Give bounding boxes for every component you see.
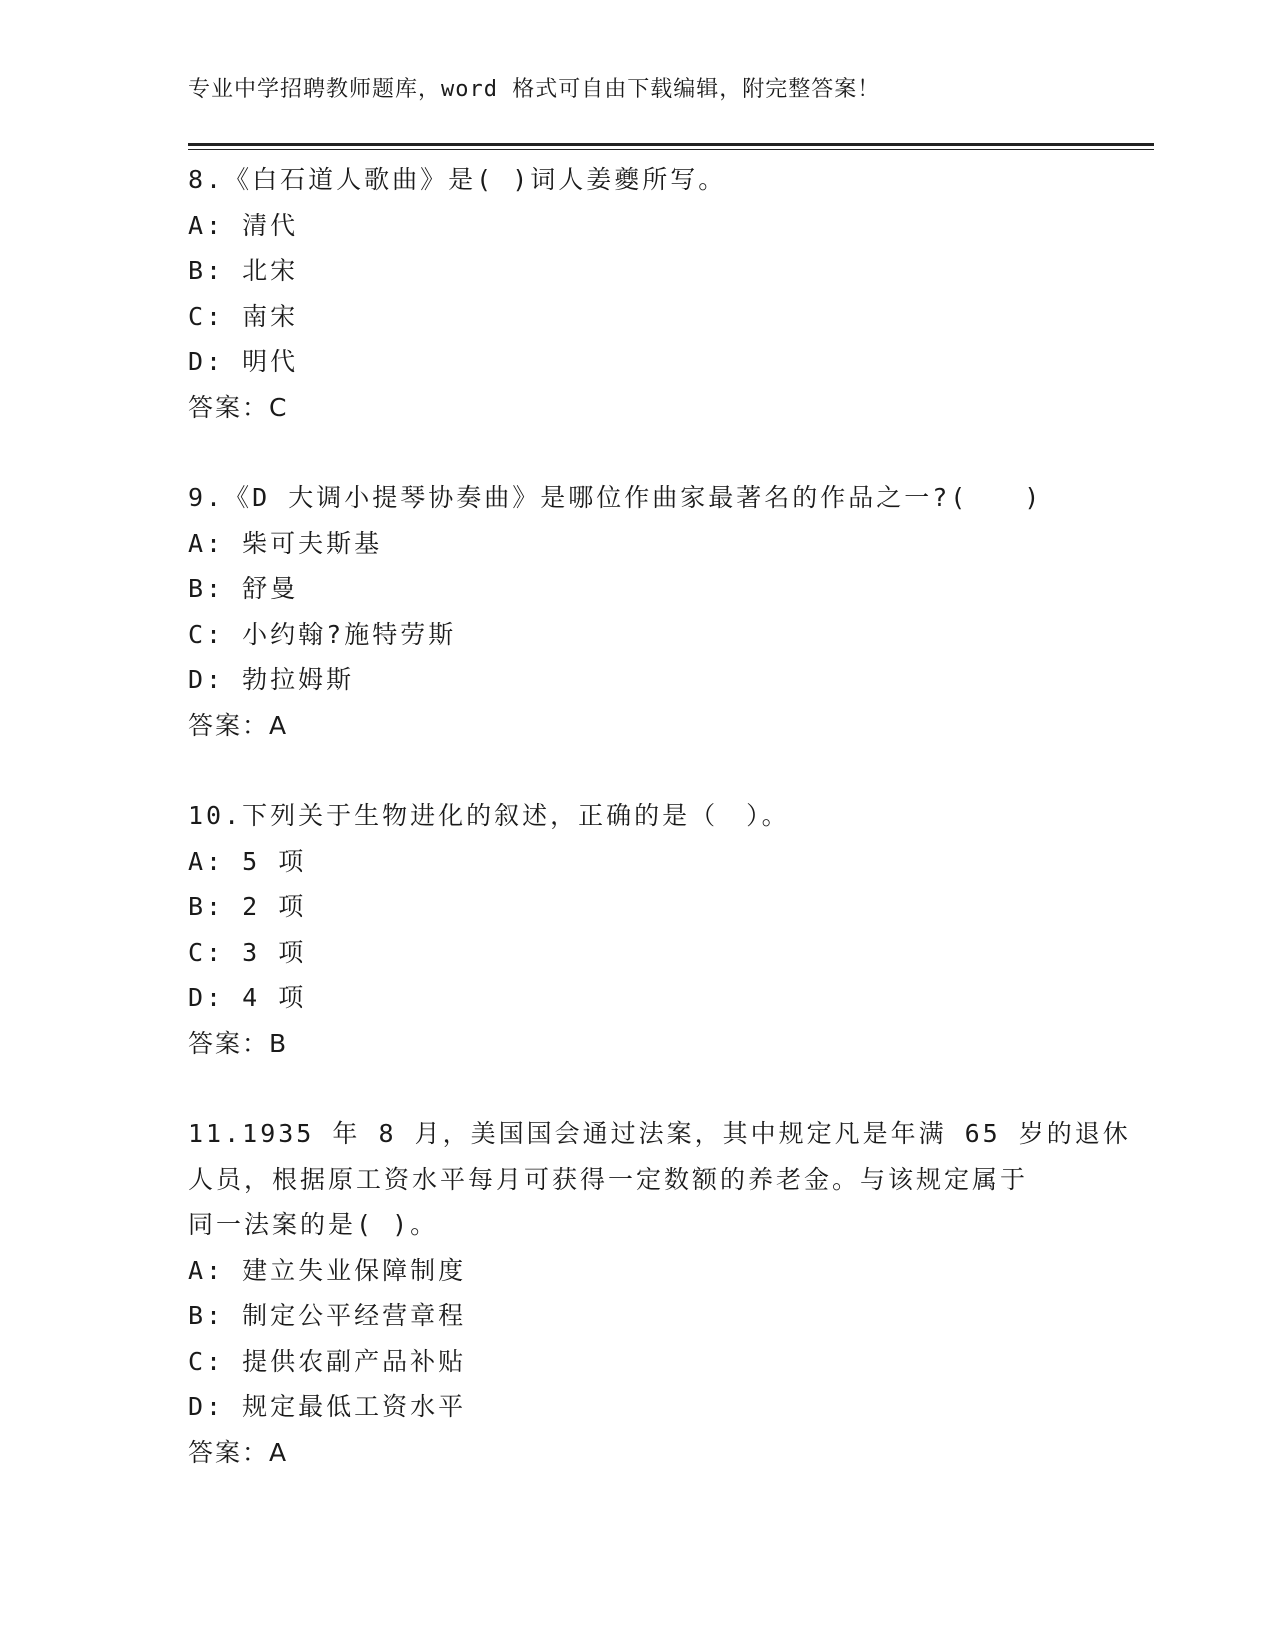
header-divider-thin [188,149,1154,150]
option-c: C: 小约翰?施特劳斯 [188,619,457,649]
header-note: 专业中学招聘教师题库，word 格式可自由下载编辑，附完整答案！ [188,77,881,102]
question-stem-line-1: 11.1935 年 8 月，美国国会通过法案，其中规定凡是年满 65 岁的退休 [188,1119,1131,1148]
answer-line: 答案：B [188,1028,289,1058]
option-c: C: 提供农副产品补贴 [188,1346,467,1376]
option-d: D: 规定最低工资水平 [188,1392,467,1421]
option-a: A: 清代 [188,210,299,240]
option-a: A: 柴可夫斯基 [188,528,383,558]
option-a: A: 建立失业保障制度 [188,1255,467,1285]
question-stem: 10.下列关于生物进化的叙述，正确的是（ ）。 [188,801,790,830]
option-c: C: 3 项 [188,937,307,967]
question-9 [188,475,1088,748]
option-d: D: 明代 [188,347,299,376]
option-b: B: 北宋 [188,256,299,285]
option-b: B: 2 项 [188,892,307,921]
question-10 [188,793,1088,1066]
option-b: B: 制定公平经营章程 [188,1301,467,1330]
question-8 [188,157,1088,430]
answer-line: 答案：A [188,1437,289,1467]
question-list [188,157,1131,1475]
question-11 [188,1111,1131,1475]
question-stem-line-3: 同一法案的是( )。 [188,1210,439,1239]
option-d: D: 4 项 [188,983,307,1012]
option-c: C: 南宋 [188,301,299,331]
question-stem: 8.《白石道人歌曲》是( )词人姜夔所写。 [188,165,727,194]
option-d: D: 勃拉姆斯 [188,665,355,694]
question-stem-line-2: 人员，根据原工资水平每月可获得一定数额的养老金。与该规定属于 [188,1164,1029,1194]
option-b: B: 舒曼 [188,574,299,603]
option-a: A: 5 项 [188,846,307,876]
header-divider-thick [188,143,1154,146]
question-stem: 9.《D 大调小提琴协奏曲》是哪位作曲家最著名的作品之一?( ) [188,483,1043,512]
answer-line: 答案：C [188,392,289,422]
answer-line: 答案：A [188,710,289,740]
